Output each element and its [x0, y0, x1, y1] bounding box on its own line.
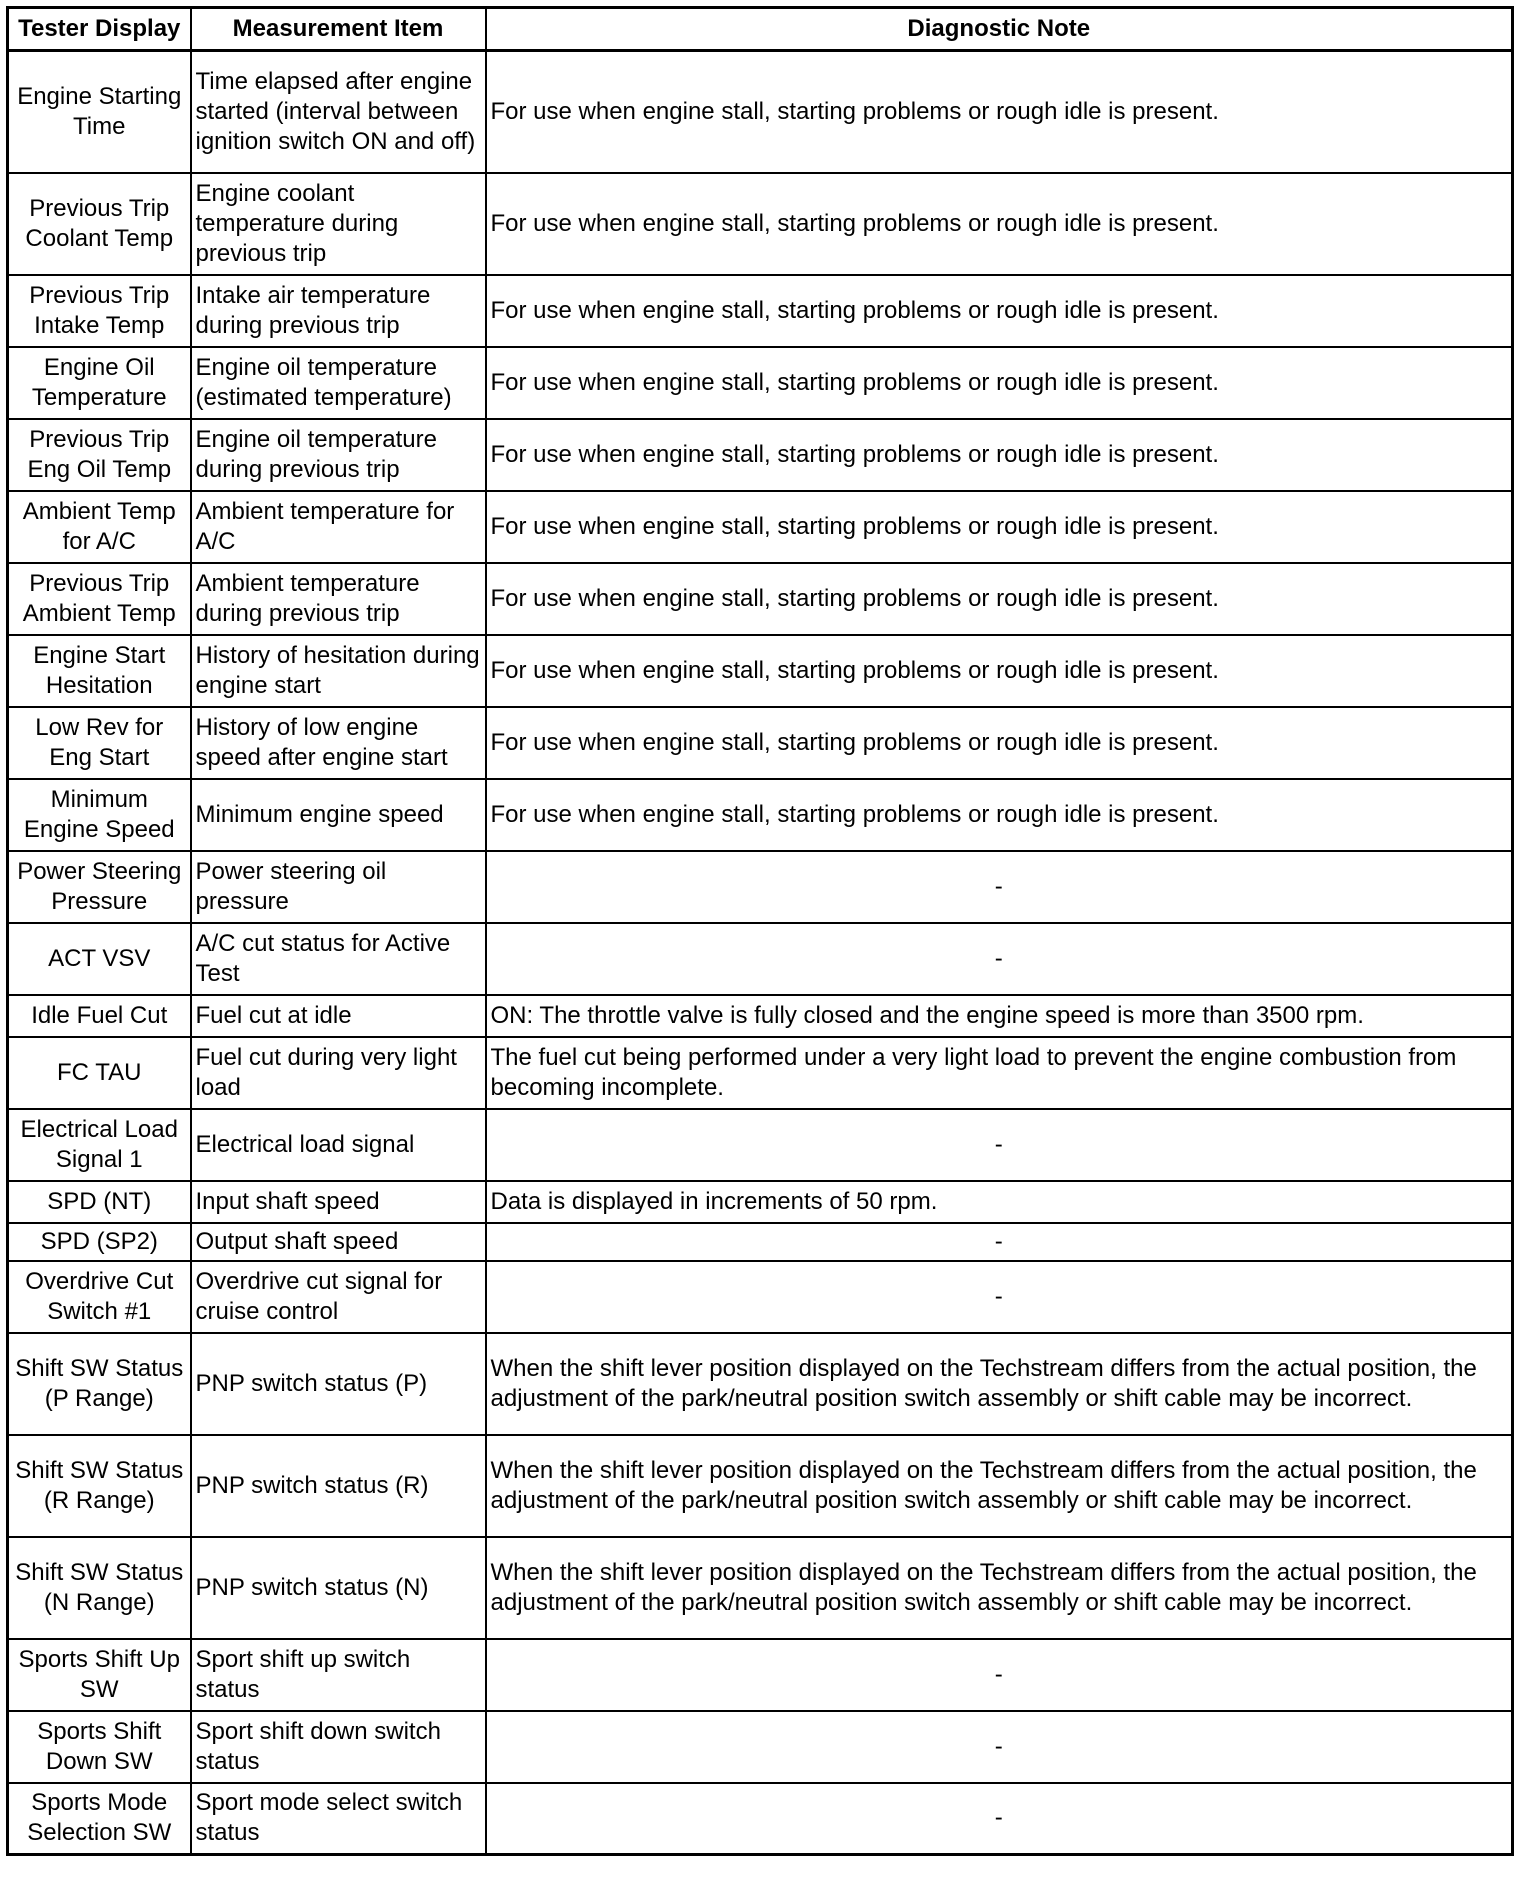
cell-diagnostic-note: -: [486, 1639, 1513, 1711]
table-row: [8, 1639, 1513, 1711]
cell-diagnostic-note: -: [486, 1261, 1513, 1333]
cell-measurement-item: Input shaft speed: [191, 1181, 486, 1223]
table-row: [8, 1333, 1513, 1435]
table-row: [8, 707, 1513, 779]
table-row: [8, 1109, 1513, 1181]
table-row: [8, 1783, 1513, 1855]
cell-tester-display: Sports Shift Up SW: [8, 1639, 191, 1711]
cell-diagnostic-note: For use when engine stall, starting problems or rough idle is present.: [486, 707, 1513, 779]
table-row: [8, 491, 1513, 563]
table-row: [8, 173, 1513, 275]
table-row: [8, 851, 1513, 923]
table-body: [8, 51, 1513, 1855]
cell-measurement-item: Power steering oil pressure: [191, 851, 486, 923]
table-row: [8, 419, 1513, 491]
cell-measurement-item: PNP switch status (P): [191, 1333, 486, 1435]
cell-measurement-item: PNP switch status (N): [191, 1537, 486, 1639]
table-row: [8, 1037, 1513, 1109]
cell-tester-display: Sports Shift Down SW: [8, 1711, 191, 1783]
cell-tester-display: FC TAU: [8, 1037, 191, 1109]
cell-diagnostic-note: -: [486, 1223, 1513, 1261]
cell-diagnostic-note: For use when engine stall, starting problems or rough idle is present.: [486, 635, 1513, 707]
cell-measurement-item: Fuel cut during very light load: [191, 1037, 486, 1109]
cell-tester-display: Previous Trip Coolant Temp: [8, 173, 191, 275]
cell-diagnostic-note: The fuel cut being performed under a very light load to prevent the engine combustion from becoming incomplete.: [486, 1037, 1513, 1109]
cell-measurement-item: Sport shift up switch status: [191, 1639, 486, 1711]
cell-measurement-item: Time elapsed after engine started (interval between ignition switch ON and off): [191, 51, 486, 173]
cell-diagnostic-note: For use when engine stall, starting problems or rough idle is present.: [486, 275, 1513, 347]
table-row: [8, 563, 1513, 635]
cell-tester-display: Previous Trip Ambient Temp: [8, 563, 191, 635]
table-row: [8, 1711, 1513, 1783]
cell-measurement-item: Ambient temperature during previous trip: [191, 563, 486, 635]
cell-measurement-item: Electrical load signal: [191, 1109, 486, 1181]
cell-diagnostic-note: For use when engine stall, starting problems or rough idle is present.: [486, 173, 1513, 275]
table-row: [8, 779, 1513, 851]
cell-tester-display: Previous Trip Eng Oil Temp: [8, 419, 191, 491]
cell-measurement-item: Sport shift down switch status: [191, 1711, 486, 1783]
cell-diagnostic-note: When the shift lever position displayed on the Techstream differs from the actual position, the adjustment of the park/neutral position switch assembly or shift cable may be incorrect.: [486, 1435, 1513, 1537]
table-row: [8, 1261, 1513, 1333]
cell-diagnostic-note: -: [486, 923, 1513, 995]
cell-measurement-item: Fuel cut at idle: [191, 995, 486, 1037]
cell-measurement-item: Overdrive cut signal for cruise control: [191, 1261, 486, 1333]
table-row: [8, 635, 1513, 707]
table-row: [8, 1435, 1513, 1537]
cell-diagnostic-note: -: [486, 1783, 1513, 1855]
cell-measurement-item: A/C cut status for Active Test: [191, 923, 486, 995]
cell-measurement-item: Output shaft speed: [191, 1223, 486, 1261]
cell-tester-display: Sports Mode Selection SW: [8, 1783, 191, 1855]
cell-tester-display: Engine Oil Temperature: [8, 347, 191, 419]
cell-diagnostic-note: -: [486, 1711, 1513, 1783]
cell-measurement-item: Engine oil temperature during previous trip: [191, 419, 486, 491]
cell-diagnostic-note: For use when engine stall, starting problems or rough idle is present.: [486, 491, 1513, 563]
cell-tester-display: Engine Start Hesitation: [8, 635, 191, 707]
cell-measurement-item: Minimum engine speed: [191, 779, 486, 851]
cell-tester-display: Idle Fuel Cut: [8, 995, 191, 1037]
cell-measurement-item: PNP switch status (R): [191, 1435, 486, 1537]
cell-diagnostic-note: Data is displayed in increments of 50 rpm.: [486, 1181, 1513, 1223]
cell-diagnostic-note: For use when engine stall, starting problems or rough idle is present.: [486, 51, 1513, 173]
cell-tester-display: Low Rev for Eng Start: [8, 707, 191, 779]
table-row: [8, 1223, 1513, 1261]
cell-diagnostic-note: -: [486, 851, 1513, 923]
diagnostic-data-table: [6, 6, 1514, 1856]
cell-diagnostic-note: -: [486, 1109, 1513, 1181]
cell-tester-display: Engine Starting Time: [8, 51, 191, 173]
table-row: [8, 1181, 1513, 1223]
table-row: [8, 51, 1513, 173]
table-row: [8, 923, 1513, 995]
cell-tester-display: Minimum Engine Speed: [8, 779, 191, 851]
cell-tester-display: Power Steering Pressure: [8, 851, 191, 923]
header-measurement-item: Measurement Item: [191, 8, 486, 51]
table-row: [8, 275, 1513, 347]
cell-diagnostic-note: For use when engine stall, starting problems or rough idle is present.: [486, 419, 1513, 491]
cell-diagnostic-note: For use when engine stall, starting problems or rough idle is present.: [486, 563, 1513, 635]
cell-tester-display: SPD (NT): [8, 1181, 191, 1223]
table-row: [8, 995, 1513, 1037]
cell-measurement-item: Intake air temperature during previous trip: [191, 275, 486, 347]
cell-tester-display: Shift SW Status (P Range): [8, 1333, 191, 1435]
table-row: [8, 347, 1513, 419]
table-header-row: [8, 8, 1513, 51]
cell-measurement-item: History of low engine speed after engine start: [191, 707, 486, 779]
cell-diagnostic-note: For use when engine stall, starting problems or rough idle is present.: [486, 779, 1513, 851]
cell-tester-display: Shift SW Status (N Range): [8, 1537, 191, 1639]
header-tester-display: Tester Display: [8, 8, 191, 51]
cell-tester-display: Shift SW Status (R Range): [8, 1435, 191, 1537]
header-diagnostic-note: Diagnostic Note: [486, 8, 1513, 51]
cell-tester-display: ACT VSV: [8, 923, 191, 995]
cell-measurement-item: Engine coolant temperature during previous trip: [191, 173, 486, 275]
table-row: [8, 1537, 1513, 1639]
cell-tester-display: SPD (SP2): [8, 1223, 191, 1261]
cell-measurement-item: Ambient temperature for A/C: [191, 491, 486, 563]
cell-measurement-item: Engine oil temperature (estimated temperature): [191, 347, 486, 419]
cell-diagnostic-note: When the shift lever position displayed on the Techstream differs from the actual position, the adjustment of the park/neutral position switch assembly or shift cable may be incorrect.: [486, 1333, 1513, 1435]
cell-diagnostic-note: For use when engine stall, starting problems or rough idle is present.: [486, 347, 1513, 419]
cell-tester-display: Previous Trip Intake Temp: [8, 275, 191, 347]
cell-tester-display: Overdrive Cut Switch #1: [8, 1261, 191, 1333]
cell-diagnostic-note: When the shift lever position displayed on the Techstream differs from the actual position, the adjustment of the park/neutral position switch assembly or shift cable may be incorrect.: [486, 1537, 1513, 1639]
cell-diagnostic-note: ON: The throttle valve is fully closed and the engine speed is more than 3500 rpm.: [486, 995, 1513, 1037]
cell-tester-display: Electrical Load Signal 1: [8, 1109, 191, 1181]
cell-measurement-item: Sport mode select switch status: [191, 1783, 486, 1855]
cell-tester-display: Ambient Temp for A/C: [8, 491, 191, 563]
cell-measurement-item: History of hesitation during engine start: [191, 635, 486, 707]
